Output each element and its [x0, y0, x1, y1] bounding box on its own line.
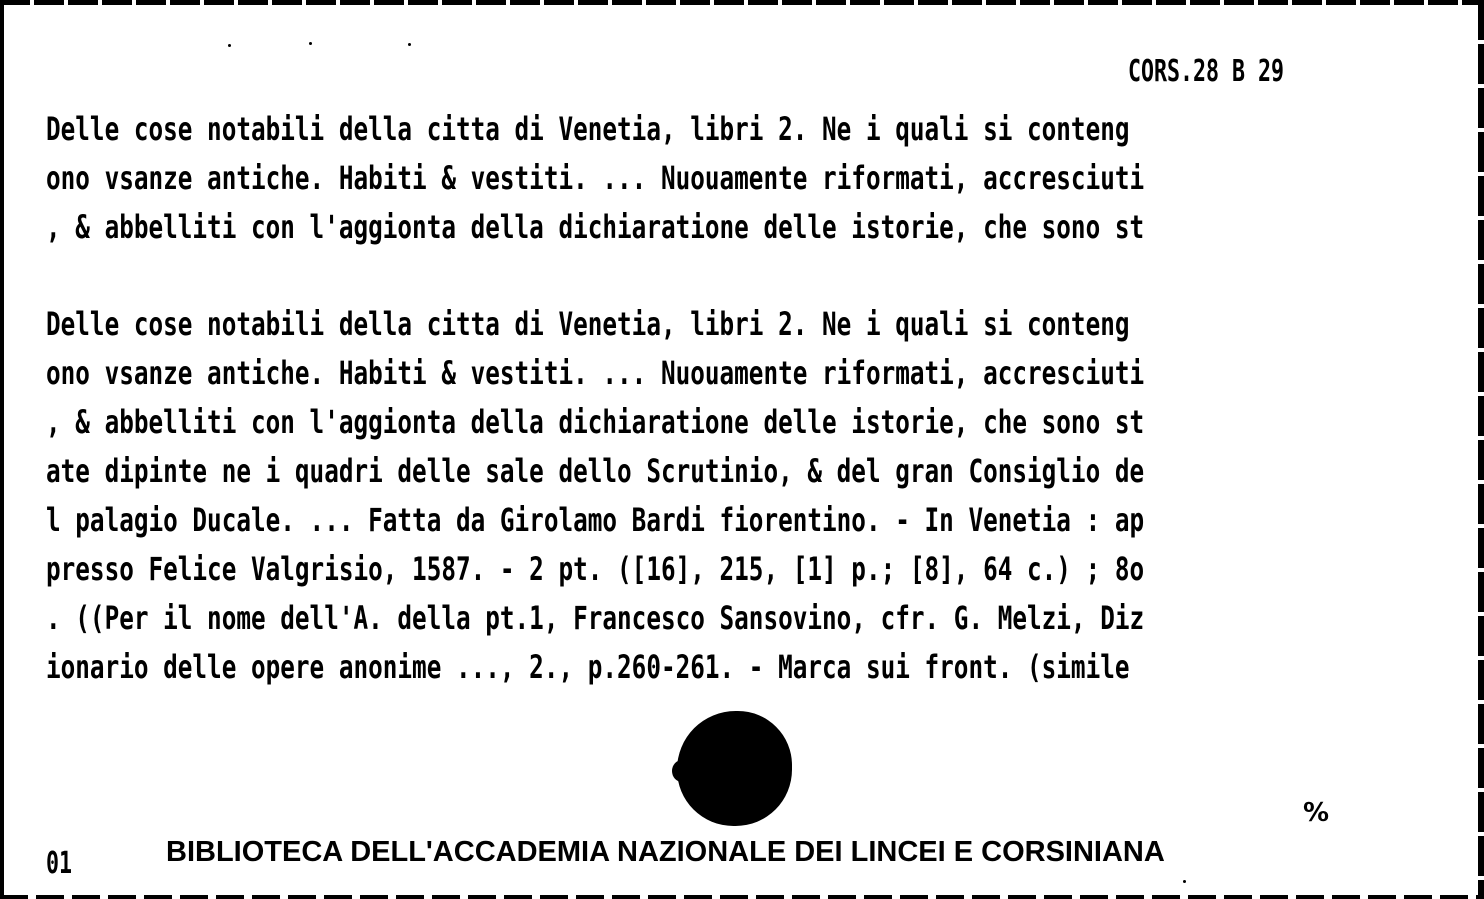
main-entry-line: l palagio Ducale. ... Fatta da Girolamo Bardi fiorentino. - In Venetia : ap — [46, 501, 1145, 539]
card-border-right — [1478, 0, 1484, 899]
card-number: 01 — [46, 846, 73, 881]
main-entry-line: . ((Per il nome dell'A. della pt.1, Francesco Sansovino, cfr. G. Melzi, Diz — [46, 599, 1145, 637]
shelfmark: CORS.28 B 29 — [1128, 54, 1285, 89]
main-entry-line: ono vsanze antiche. Habiti & vestiti. ... Nuouamente riformati, accresciuti — [46, 354, 1145, 392]
ink-speck — [228, 44, 231, 47]
punch-hole — [677, 711, 792, 826]
main-entry-line: ate dipinte ne i quadri delle sale dello Scrutinio, & del gran Consiglio de — [46, 452, 1145, 490]
card-border-left — [0, 0, 4, 899]
ink-speck — [1183, 880, 1186, 883]
title-entry — [46, 105, 1356, 252]
title-entry-line: Delle cose notabili della citta di Venetia, libri 2. Ne i quali si conteng — [46, 110, 1130, 148]
library-name: BIBLIOTECA DELL'ACCADEMIA NAZIONALE DEI LINCEI E CORSINIANA — [166, 836, 1165, 868]
card-border-top — [0, 0, 1484, 5]
title-entry-line: , & abbelliti con l'aggionta della dichiaratione delle istorie, che sono st — [46, 208, 1145, 246]
main-entry-line: presso Felice Valgrisio, 1587. - 2 pt. ([16], 215, [1] p.; [8], 64 c.) ; 8o — [46, 550, 1145, 588]
main-entry-line: Delle cose notabili della citta di Venetia, libri 2. Ne i quali si conteng — [46, 305, 1130, 343]
card-border-bottom — [0, 895, 1484, 899]
main-entry-line: ionario delle opere anonime ..., 2., p.260-261. - Marca sui front. (simile — [46, 648, 1130, 686]
ink-speck — [408, 43, 411, 46]
title-entry-line: ono vsanze antiche. Habiti & vestiti. ... Nuouamente riformati, accresciuti — [46, 159, 1145, 197]
ink-speck — [309, 42, 312, 45]
footer-mark: % — [1303, 798, 1330, 828]
main-entry — [46, 300, 1356, 692]
main-entry-line: , & abbelliti con l'aggionta della dichiaratione delle istorie, che sono st — [46, 403, 1145, 441]
